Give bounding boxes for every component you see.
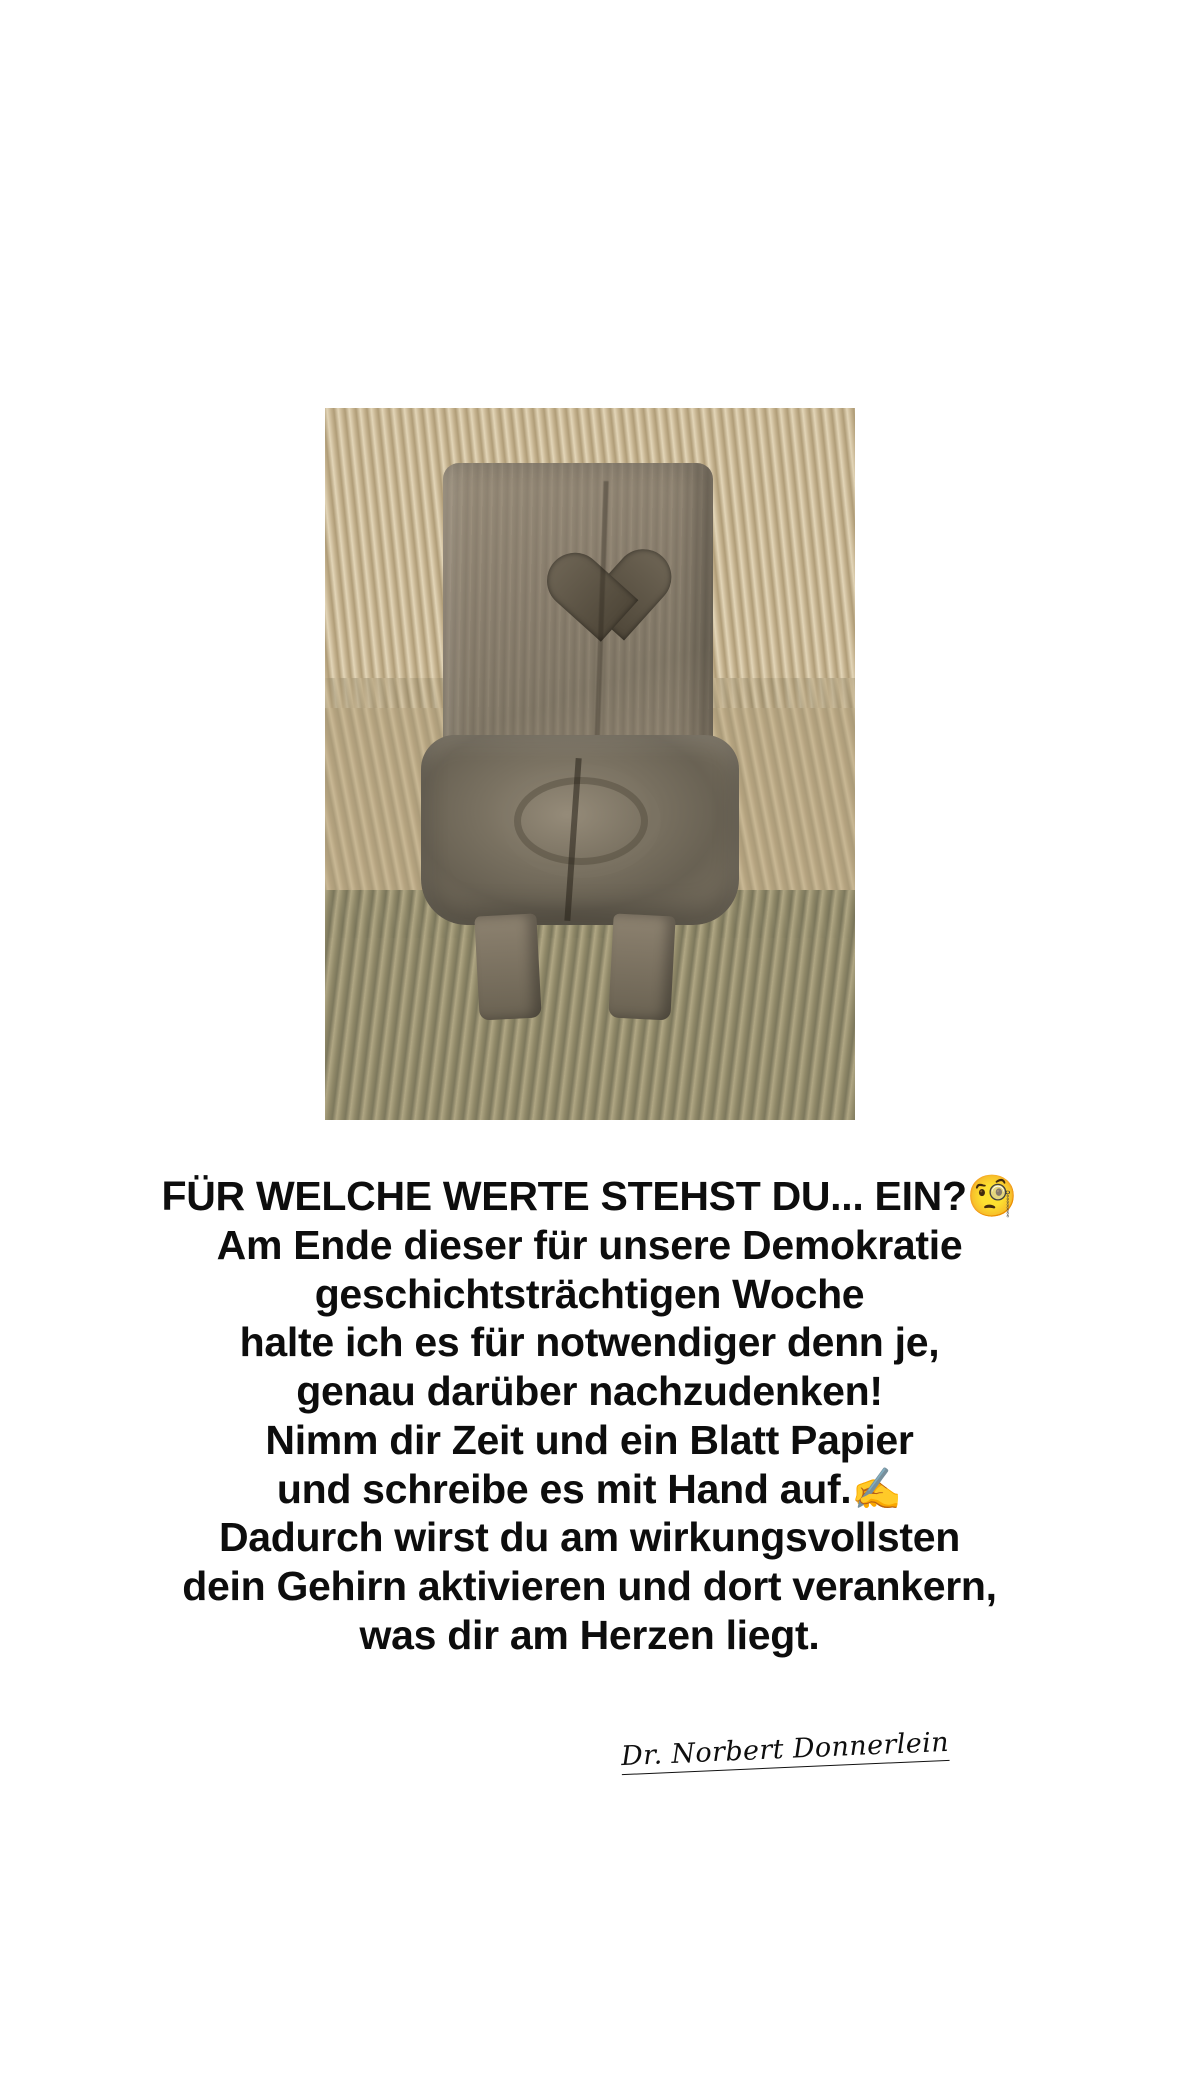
- caption-text: [60, 1172, 1120, 1660]
- caption-line: FÜR WELCHE WERTE STEHST DU... EIN?🧐: [161, 1173, 1018, 1219]
- handwritten-signature: Dr. Norbert Donnerlein: [621, 1727, 950, 1775]
- caption-line: Nimm dir Zeit und ein Blatt Papier: [265, 1416, 914, 1463]
- photo: [325, 408, 855, 1120]
- chair-backrest: [443, 463, 713, 763]
- caption-line: halte ich es für notwendiger denn je,: [239, 1319, 940, 1366]
- carved-heart-icon: [525, 512, 638, 614]
- caption-line: Dadurch wirst du am wirkungsvollsten: [218, 1514, 960, 1561]
- caption-line: was dir am Herzen liegt.: [359, 1612, 820, 1659]
- chair-seat: [421, 735, 739, 925]
- caption-line: Am Ende dieser für unsere Demokratie: [216, 1221, 963, 1268]
- caption-line: geschichtsträchtigen Woche: [314, 1270, 865, 1317]
- tree-ring-detail: [514, 777, 648, 865]
- wooden-chair: [415, 463, 760, 1033]
- chair-leg-left: [474, 913, 541, 1020]
- caption-line: und schreibe es mit Hand auf.✍️: [276, 1465, 903, 1512]
- chair-leg-right: [608, 913, 675, 1020]
- caption-line: dein Gehirn aktivieren und dort verankern,: [182, 1563, 997, 1610]
- caption-line: genau darüber nachzudenken!: [296, 1368, 883, 1415]
- signature-area: [60, 1726, 1120, 1772]
